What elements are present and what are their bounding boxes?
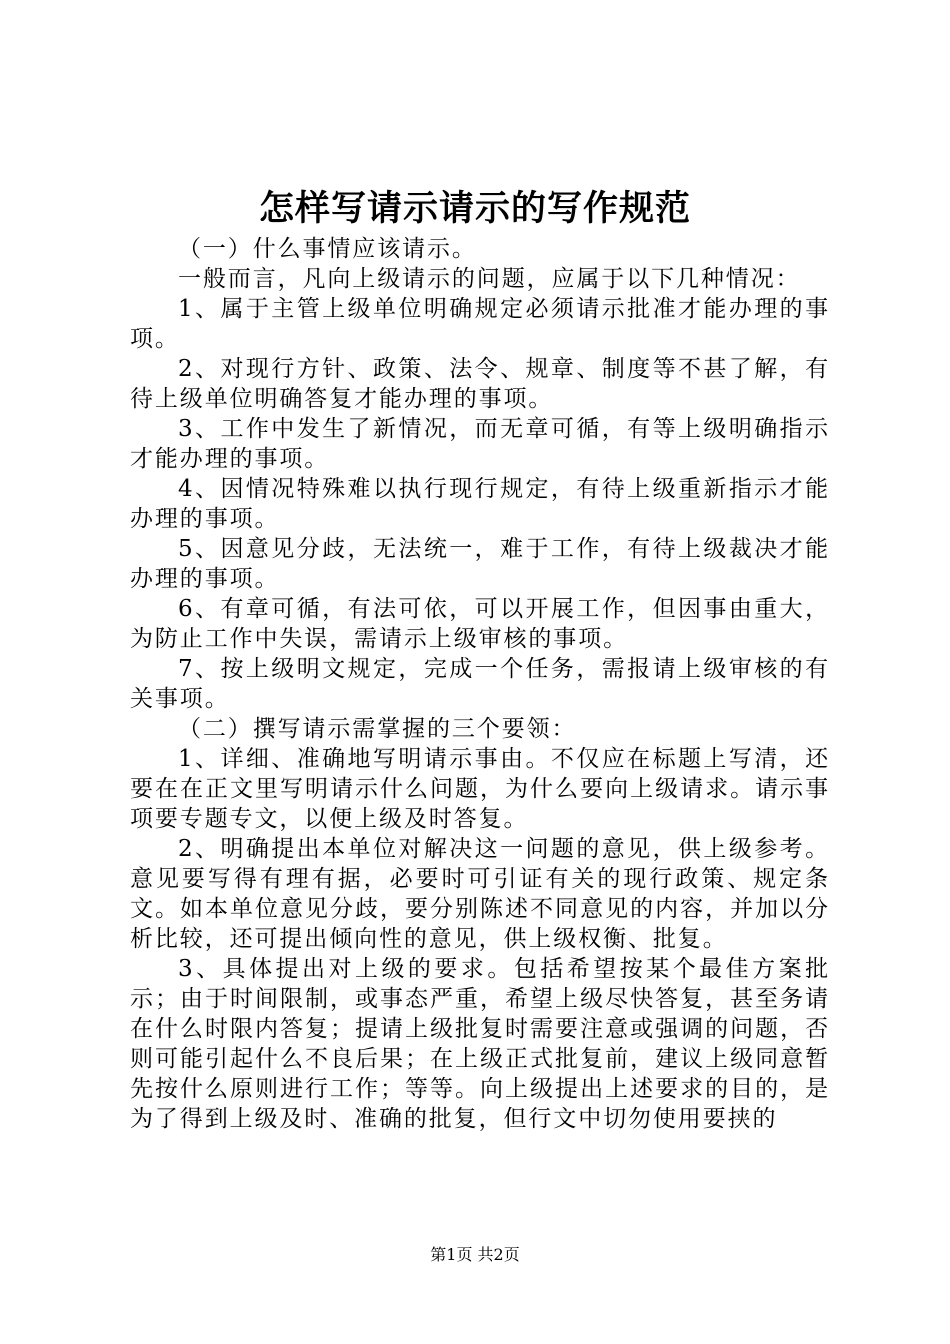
paragraph: 3、具体提出对上级的要求。包括希望按某个最佳方案批示；由于时间限制，或事态严重，希望上级尽快答复，甚至务请在什么时限内答复；提请上级批复时需要注意或强调的问题，否则可能引起什么不良后果；在上级正式批复前，建议上级同意暂先按什么原则进行工作；等等。向上级提出上述要求的目的，是为了得到上级及时、准确的批复，但行文中切勿使用要挟的 [130,956,830,1132]
paragraph: 5、因意见分歧，无法统一，难于工作，有待上级裁决才能办理的事项。 [130,536,830,592]
paragraph: 4、因情况特殊难以执行现行规定，有待上级重新指示才能办理的事项。 [130,476,830,532]
paragraph: （一）什么事情应该请示。 [178,236,477,262]
paragraph: 1、详细、准确地写明请示事由。不仅应在标题上写清，还要在在正文里写明请示什么问题，为什么要向上级请求。请示事项要专题专文，以便上级及时答复。 [130,746,830,832]
paragraph: （二）撰写请示需掌握的三个要领： [178,716,577,742]
paragraph: 7、按上级明文规定，完成一个任务，需报请上级审核的有关事项。 [130,656,830,712]
page-number-footer: 第1页 共2页 [430,1245,520,1264]
paragraph: 1、属于主管上级单位明确规定必须请示批准才能办理的事项。 [130,296,830,352]
paragraph: 2、对现行方针、政策、法令、规章、制度等不甚了解，有待上级单位明确答复才能办理的事项。 [130,356,830,412]
document-title: 怎样写请示请示的写作规范 [258,188,691,229]
paragraph: 一般而言，凡向上级请示的问题，应属于以下几种情况： [178,266,801,292]
paragraph: 2、明确提出本单位对解决这一问题的意见，供上级参考。意见要写得有理有据，必要时可引证有关的现行政策、规定条文。如本单位意见分歧，要分别陈述不同意见的内容，并加以分析比较，还可提出倾向性的意见，供上级权衡、批复。 [130,836,830,952]
document-body [130,234,830,1134]
paragraph: 3、工作中发生了新情况，而无章可循，有等上级明确指示才能办理的事项。 [130,416,830,472]
paragraph: 6、有章可循，有法可依，可以开展工作，但因事由重大，为防止工作中失误，需请示上级审核的事项。 [130,596,830,652]
